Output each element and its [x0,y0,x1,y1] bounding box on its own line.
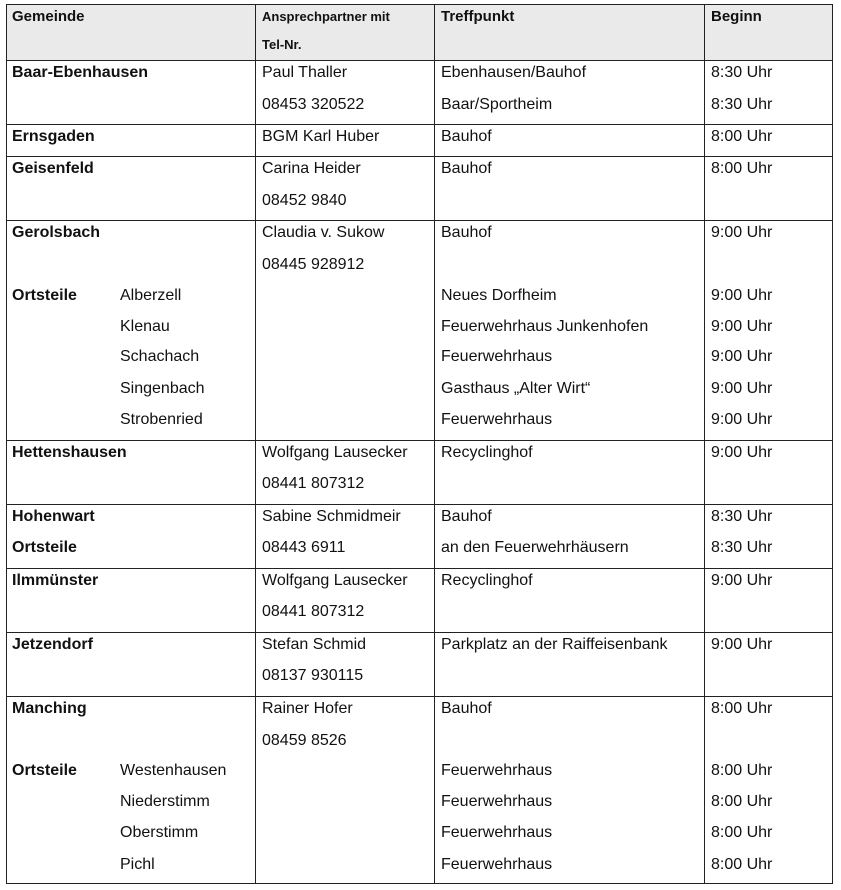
contact-name: Wolfgang Lausecker [262,444,408,461]
contact-phone: 08459 8526 [262,732,347,749]
start-time: 9:00 Uhr [711,572,773,589]
row-divider [6,124,833,125]
gemeinde-name: Ilmmünster [12,572,99,589]
row-divider [6,696,833,697]
meeting-point: Bauhof [441,160,492,177]
header-ansprechpartner: Ansprechpartner mit [262,9,390,24]
row-divider [6,504,833,505]
meeting-point: Bauhof [441,700,492,717]
meeting-point: an den Feuerwehrhäusern [441,539,629,556]
header-treffpunkt: Treffpunkt [441,8,515,25]
gemeinde-name: Baar-Ebenhausen [12,64,149,81]
start-time: 9:00 Uhr [711,444,773,461]
contact-name: Paul Thaller [262,64,348,81]
start-time: 8:00 Uhr [711,700,773,717]
meeting-point: Parkplatz an der Raiffeisenbank [441,636,668,653]
start-time: 8:00 Uhr [711,856,773,873]
ortsteile-label: Ortsteile [12,287,77,304]
row-divider [6,632,833,633]
gemeinde-name: Hettenshausen [12,444,127,461]
contact-name: Rainer Hofer [262,700,353,717]
contact-phone: 08137 930115 [262,667,364,684]
contact-name: Wolfgang Lausecker [262,572,408,589]
contact-phone: 08452 9840 [262,192,347,209]
start-time: 8:00 Uhr [711,128,773,145]
meeting-point: Gasthaus „Alter Wirt“ [441,380,591,397]
ortsteile-label: Ortsteile [12,762,77,779]
start-time: 8:30 Uhr [711,539,773,556]
meeting-point: Feuerwehrhaus [441,762,553,779]
meeting-point: Neues Dorfheim [441,287,557,304]
ortsteile-label: Ortsteile [12,539,77,556]
row-divider [6,220,833,221]
contact-name: Claudia v. Sukow [262,224,385,241]
ortsteil-name: Pichl [120,856,155,873]
gemeinde-name: Gerolsbach [12,224,101,241]
column-divider [704,4,705,884]
row-divider [6,60,833,61]
start-time: 8:00 Uhr [711,160,773,177]
start-time: 9:00 Uhr [711,224,773,241]
meeting-point: Baar/Sportheim [441,96,553,113]
start-time: 9:00 Uhr [711,380,773,397]
start-time: 9:00 Uhr [711,318,773,335]
ortsteil-name: Klenau [120,318,170,335]
row-divider [6,440,833,441]
start-time: 9:00 Uhr [711,636,773,653]
ortsteil-name: Singenbach [120,380,205,397]
row-divider [6,156,833,157]
gemeinde-name: Hohenwart [12,508,95,525]
meeting-point: Feuerwehrhaus [441,411,553,428]
ortsteil-name: Niederstimm [120,793,210,810]
contact-phone: 08441 807312 [262,475,365,492]
start-time: 8:00 Uhr [711,824,773,841]
ortsteil-name: Strobenried [120,411,203,428]
column-divider [434,4,435,884]
row-divider [6,568,833,569]
contact-name: Stefan Schmid [262,636,367,653]
gemeinde-name: Ernsgaden [12,128,95,145]
start-time: 9:00 Uhr [711,411,773,428]
ortsteil-name: Westenhausen [120,762,227,779]
header-beginn: Beginn [711,8,762,25]
start-time: 8:00 Uhr [711,793,773,810]
meeting-point: Feuerwehrhaus [441,856,553,873]
table-border [6,4,833,884]
meeting-point: Ebenhausen/Bauhof [441,64,587,81]
contact-phone: 08445 928912 [262,256,365,273]
contact-phone: 08443 6911 [262,539,346,556]
meeting-point: Recyclinghof [441,572,533,589]
meeting-point: Bauhof [441,508,492,525]
meeting-point: Feuerwehrhaus [441,348,553,365]
meeting-point: Feuerwehrhaus [441,824,553,841]
ortsteil-name: Alberzell [120,287,182,304]
contact-name: Carina Heider [262,160,361,177]
ortsteil-name: Schachach [120,348,200,365]
meeting-point: Bauhof [441,128,492,145]
gemeinde-name: Jetzendorf [12,636,93,653]
header-gemeinde: Gemeinde [12,8,85,25]
start-time: 9:00 Uhr [711,287,773,304]
gemeinde-name: Manching [12,700,87,717]
start-time: 8:00 Uhr [711,762,773,779]
ortsteil-name: Oberstimm [120,824,199,841]
contact-name: BGM Karl Huber [262,128,380,145]
header-telnr: Tel-Nr. [262,37,302,52]
meeting-point: Recyclinghof [441,444,533,461]
start-time: 8:30 Uhr [711,508,773,525]
gemeinde-name: Geisenfeld [12,160,94,177]
contact-phone: 08453 320522 [262,96,365,113]
contact-phone: 08441 807312 [262,603,365,620]
meeting-point: Bauhof [441,224,492,241]
meeting-point: Feuerwehrhaus Junkenhofen [441,318,649,335]
meeting-point: Feuerwehrhaus [441,793,553,810]
start-time: 9:00 Uhr [711,348,773,365]
contact-name: Sabine Schmidmeir [262,508,401,525]
start-time: 8:30 Uhr [711,96,773,113]
start-time: 8:30 Uhr [711,64,773,81]
column-divider [255,4,256,884]
